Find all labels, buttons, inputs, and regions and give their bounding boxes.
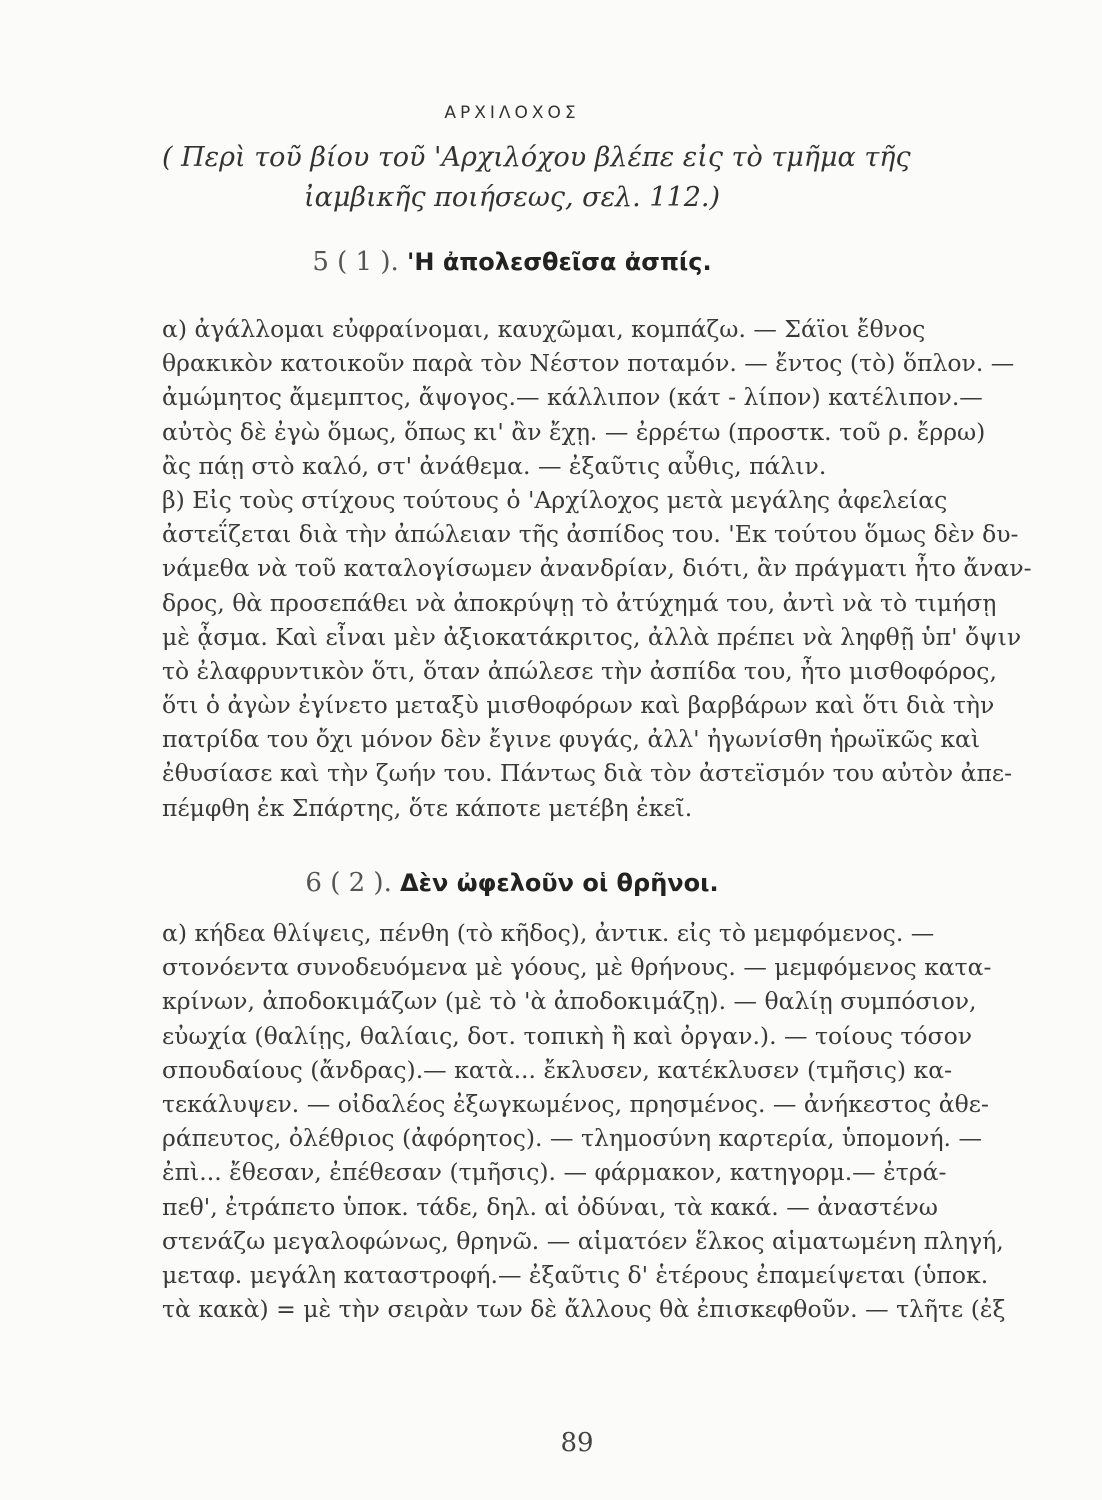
text-line: πέμφθη ἐκ Σπάρτης, ὅτε κάποτε μετέβη ἐκεῖ.	[162, 793, 693, 822]
text-line: θρακικὸν κατοικοῦν παρὰ τὸν Νέστον ποταμόν. — ἔντος (τὸ) ὅπλον. —	[162, 349, 1015, 378]
text-line: δρος, θὰ προσεπάθει νὰ ἀποκρύψῃ τὸ ἀτύχημά του, ἀντὶ νὰ τὸ τιμήσῃ	[162, 588, 997, 617]
running-head: ΑΡΧΙΛΟΧΟΣ	[444, 103, 580, 123]
section-body	[162, 916, 1006, 1326]
text-line: στονόεντα συνοδευόμενα μὲ γόους, μὲ θρήνους. — μεμφόμενος κατα-	[162, 953, 992, 982]
section-heading	[162, 247, 862, 277]
intro-note	[162, 138, 911, 218]
text-line: νάμεθα νὰ τοῦ καταλογίσωμεν ἀνανδρίαν, διότι, ἂν πράγματι ἦτο ἄναν-	[162, 554, 1032, 583]
section-heading	[162, 868, 862, 898]
text-line: εὐωχία (θαλίῃς, θαλίαις, δοτ. τοπικὴ ἢ καὶ ὀργαν.). — τοίους τόσον	[162, 1021, 973, 1050]
text-line: ἀστεΐζεται διὰ τὴν ἀπώλειαν τῆς ἀσπίδος του. 'Εκ τούτου ὅμως δὲν δυ-	[162, 520, 1019, 549]
text-line: ἐθυσίασε καὶ τὴν ζωήν του. Πάντως διὰ τὸν ἀστεϊσμόν του αὐτὸν ἀπε-	[162, 759, 1013, 788]
text-line: β) Εἰς τοὺς στίχους τούτους ὁ 'Αρχίλοχος μετὰ μεγάλης ἀφελείας	[162, 485, 948, 514]
text-line: τὰ κακὰ) = μὲ τὴν σειρὰν των δὲ ἄλλους θὰ ἐπισκεφθοῦν. — τλῆτε (ἐξ	[162, 1295, 1006, 1324]
text-line: κρίνων, ἀποδοκιμάζων (μὲ τὸ 'ὰ ἀποδοκιμάζῃ). — θαλίῃ συμπόσιον,	[162, 987, 977, 1016]
text-line: ἐπὶ... ἔθεσαν, ἐπέθεσαν (τμῆσις). — φάρμακον, κατηγορμ.— ἐτρά-	[162, 1158, 947, 1187]
section-title: Δὲν ὠφελοῦν οἱ θρῆνοι.	[400, 869, 719, 897]
intro-line: ( Περὶ τοῦ βίου τοῦ 'Αρχιλόχου βλέπε εἰς τὸ τμῆμα τῆς	[162, 142, 911, 173]
text-line: πεθ', ἐτράπετο ὑποκ. τάδε, δηλ. αἱ ὀδύναι, τὰ κακά. — ἀναστένω	[162, 1192, 938, 1221]
text-line: σπουδαίους (ἄνδρας).— κατὰ... ἔκλυσεν, κατέκλυσεν (τμῆσις) κα-	[162, 1055, 953, 1084]
section-body	[162, 312, 1032, 825]
text-line: στενάζω μεγαλοφώνως, θρηνῶ. — αἱματόεν ἕλκος αἱματωμένη πληγή,	[162, 1226, 1004, 1255]
text-line: τεκάλυψεν. — οἰδαλέος ἐξωγκωμένος, πρησμένος. — ἀνήκεστος ἀθε-	[162, 1089, 989, 1118]
text-line: αὐτὸς δὲ ἐγὼ ὅμως, ὅπως κι' ἂν ἔχῃ. — ἐρρέτω (προστκ. τοῦ ρ. ἔρρω)	[162, 417, 986, 446]
text-line: ἀμώμητος ἄμεμπτος, ἄψογος.— κάλλιπον (κάτ - λίπον) κατέλιπον.—	[162, 383, 983, 412]
section-title: 'Η ἀπολεσθεῖσα ἀσπίς.	[407, 248, 712, 276]
text-line: ἂς πάῃ στὸ καλό, στ' ἀνάθεμα. — ἐξαῦτις αὖθις, πάλιν.	[162, 451, 827, 480]
text-line: μεταφ. μεγάλη καταστροφή.— ἐξαῦτις δ' ἑτέρους ἐπαμείψεται (ὑποκ.	[162, 1260, 989, 1289]
intro-line: ἰαμβικῆς ποιήσεως, σελ. 112.)	[304, 182, 720, 213]
section-number: 5 ( 1 ).	[312, 247, 399, 277]
text-line: μὲ ᾆσμα. Καὶ εἶναι μὲν ἀξιοκατάκριτος, ἀλλὰ πρέπει νὰ ληφθῇ ὑπ' ὄψιν	[162, 622, 1022, 651]
section-number: 6 ( 2 ).	[305, 868, 392, 898]
text-line: τὸ ἐλαφρυντικὸν ὅτι, ὅταν ἀπώλεσε τὴν ἀσπίδα του, ἦτο μισθοφόρος,	[162, 656, 997, 685]
page-number: 89	[560, 1428, 594, 1458]
text-line: πατρίδα του ὄχι μόνον δὲν ἔγινε φυγάς, ἀλλ' ἠγωνίσθη ἡρωϊκῶς καὶ	[162, 725, 981, 754]
text-line: ὅτι ὁ ἀγὼν ἐγίνετο μεταξὺ μισθοφόρων καὶ βαρβάρων καὶ ὅτι διὰ τὴν	[162, 691, 995, 720]
text-line: α) ἀγάλλομαι εὐφραίνομαι, καυχῶμαι, κομπάζω. — Σάϊοι ἔθνος	[162, 315, 926, 343]
text-line: α) κήδεα θλίψεις, πένθη (τὸ κῆδος), ἀντικ. εἰς τὸ μεμφόμενος. —	[162, 919, 935, 947]
text-line: ράπευτος, ὀλέθριος (ἀφόρητος). — τλημοσύνη καρτερία, ὑπομονή. —	[162, 1124, 982, 1153]
